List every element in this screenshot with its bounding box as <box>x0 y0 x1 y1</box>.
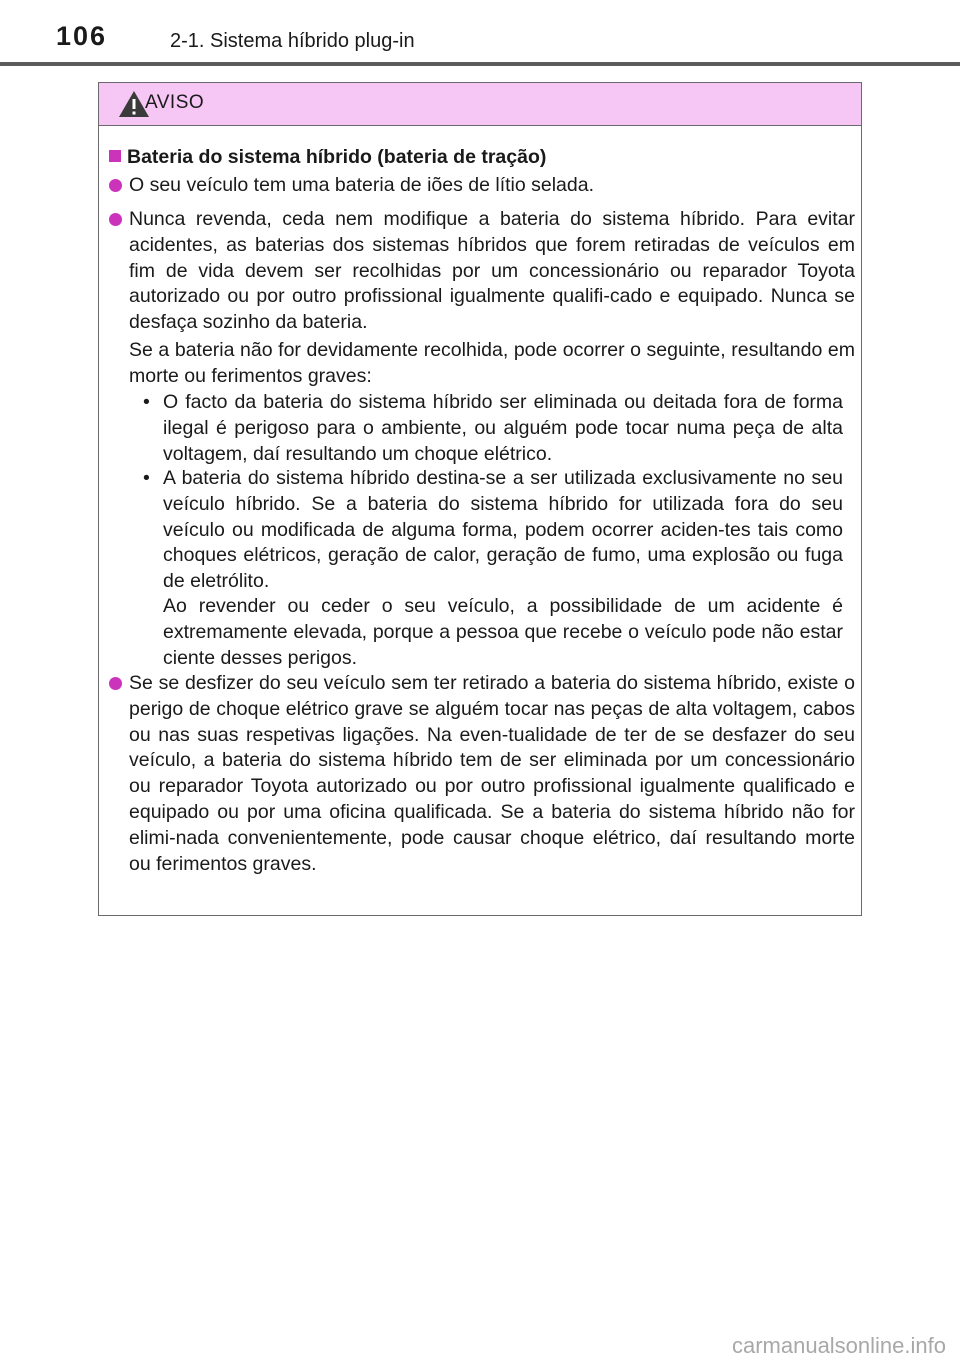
sub-bullet-item <box>143 466 843 595</box>
square-bullet-icon <box>109 150 121 162</box>
sub-bullet-text: A bateria do sistema híbrido destina-se a ser utilizada exclusivamente no seu veículo híbrido. Se a bateria do sistema híbrido for utilizada fora do seu veículo ou modificada de alguma forma, podem ocorrer aciden-tes tais como choques elétricos, geração de calor, geração de fumo, uma explosão ou fuga de eletrólito. <box>163 467 843 593</box>
watermark: carmanualsonline.info <box>731 1333 946 1358</box>
warning-heading <box>109 145 849 171</box>
page-number: 106 <box>56 21 108 51</box>
sub-bullet-mark: • <box>143 391 150 413</box>
bullet-text: Se se desfizer do seu veículo sem ter retirado a bateria do sistema híbrido, existe o perigo de choque elétrico grave se alguém tocar nas peças de alta voltagem, cabos ou nas suas respetivas ligações. Na even-tualidade de ter de se desfazer do seu veículo, a bateria do sistema híbrido tem de ser eliminada por um concessionário ou reparador Toyota autorizado ou por outro profissional igualmente qualificado e equipado ou por uma oficina qualificada. Se a bateria do sistema híbrido não for elimi-nada convenientemente, pode causar choque elétrico, daí resultando morte ou ferimentos graves. <box>129 672 855 875</box>
bullet-item <box>129 173 855 199</box>
warning-box <box>98 82 862 916</box>
sub-bullet-text: O facto da bateria do sistema híbrido ser eliminada ou deitada fora de forma ilegal é perigoso para o ambiente, ou alguém pode tocar numa peça de alta voltagem, daí resultando um choque elétrico. <box>163 391 843 465</box>
bullet-item <box>129 207 855 336</box>
round-bullet-icon <box>109 179 122 192</box>
round-bullet-icon <box>109 677 122 690</box>
bullet-text: Nunca revenda, ceda nem modifique a bateria do sistema híbrido. Para evitar acidentes, as baterias dos sistemas híbridos que forem retiradas de veículos em fim de vida devem ser recolhidas por um concessionário ou reparador Toyota autorizado ou por outro profissional igualmente qualifi-cado e equipado. Nunca se desfaça sozinho da bateria. <box>129 208 855 334</box>
section-title: 2-1. Sistema híbrido plug-in <box>170 30 415 52</box>
round-bullet-icon <box>109 213 122 226</box>
warning-header <box>99 83 861 126</box>
header-rule <box>0 62 960 66</box>
bullet-item <box>129 671 855 877</box>
warning-heading-text: Bateria do sistema híbrido (bateria de tração) <box>127 146 547 168</box>
page-header <box>0 0 960 52</box>
bullet-continuation: Se a bateria não for devidamente recolhida, pode ocorrer o seguinte, resultando em morte ou ferimentos graves: <box>129 339 855 387</box>
warning-label: AVISO <box>145 92 205 113</box>
bullet-text: O seu veículo tem uma bateria de iões de lítio selada. <box>129 174 595 196</box>
sub-bullet-mark: • <box>143 467 150 489</box>
sub-bullet-item <box>143 390 843 467</box>
sub-bullet-continuation: Ao revender ou ceder o seu veículo, a possibilidade de um acidente é extremamente elevada, porque a pessoa que recebe o veículo pode não estar ciente desses perigos. <box>163 595 843 669</box>
